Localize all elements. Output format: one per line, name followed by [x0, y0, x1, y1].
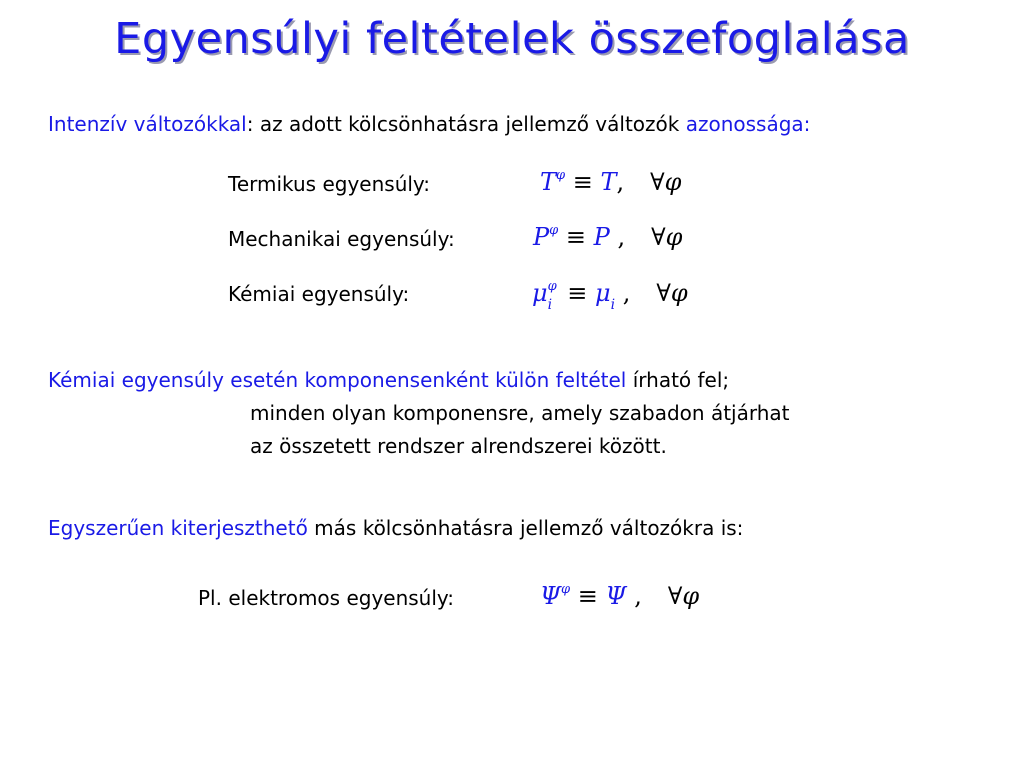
extension-highlight: Egyszerűen kiterjeszthető [48, 516, 308, 540]
extension-line [48, 516, 743, 540]
equiv-symbol: ≡ [572, 168, 593, 196]
thermal-rhs: T [600, 168, 617, 196]
equiv-symbol: ≡ [577, 582, 598, 610]
forall-phi: ∀φ [651, 223, 683, 251]
comma: , [634, 582, 642, 610]
chemical-rhs: μ [595, 279, 611, 307]
intro-highlight: Intenzív változókkal [48, 112, 247, 136]
equiv-symbol: ≡ [567, 279, 588, 307]
chemical-sup: φ [547, 279, 557, 294]
mechanical-var: P [533, 223, 550, 251]
forall-phi: ∀φ [650, 168, 682, 196]
mechanical-formula [533, 223, 682, 251]
comma: , [622, 279, 631, 307]
thermal-sup: φ [556, 168, 566, 183]
chemical-sub: i [547, 297, 553, 313]
comma: , [616, 168, 625, 196]
example-sup: φ [561, 582, 571, 597]
comma: , [617, 223, 626, 251]
intro-highlight-2: azonossága [685, 112, 804, 136]
intro-end: : [803, 112, 811, 136]
chemical-label: Kémiai egyensúly: [228, 282, 410, 306]
forall-phi: ∀φ [656, 279, 688, 307]
example-var: Ψ [540, 582, 562, 610]
chemical-note-highlight: Kémiai egyensúly esetén komponensenként külön feltétel [48, 368, 627, 392]
chemical-rhs-sub: i [610, 297, 616, 313]
example-formula [540, 582, 699, 610]
intro-text: : az adott kölcsönhatásra jellemző változók [246, 112, 686, 136]
mechanical-label: Mechanikai egyensúly: [228, 227, 455, 251]
chemical-var: μ [532, 279, 548, 307]
chemical-note-text: írható fel; [626, 368, 730, 392]
chemical-note-line-2: minden olyan komponensre, amely szabadon átjárhat [250, 401, 790, 425]
intro-line [48, 112, 810, 136]
mechanical-sup: φ [549, 223, 559, 238]
thermal-formula [540, 168, 681, 196]
extension-text: más kölcsönhatásra jellemző változókra is: [307, 516, 744, 540]
example-label: Pl. elektromos egyensúly: [198, 586, 455, 610]
forall-phi: ∀φ [667, 582, 700, 610]
mechanical-rhs: P [593, 223, 610, 251]
equiv-symbol: ≡ [565, 223, 587, 251]
chemical-formula [532, 279, 688, 313]
chemical-note-line-1 [48, 368, 729, 392]
chemical-note-line-3: az összetett rendszer alrendszerei között. [250, 434, 667, 458]
example-rhs: Ψ [605, 582, 627, 610]
thermal-label: Termikus egyensúly: [228, 172, 431, 196]
thermal-var: T [540, 168, 557, 196]
page-title: Egyensúlyi feltételek összefoglalása [114, 14, 910, 64]
